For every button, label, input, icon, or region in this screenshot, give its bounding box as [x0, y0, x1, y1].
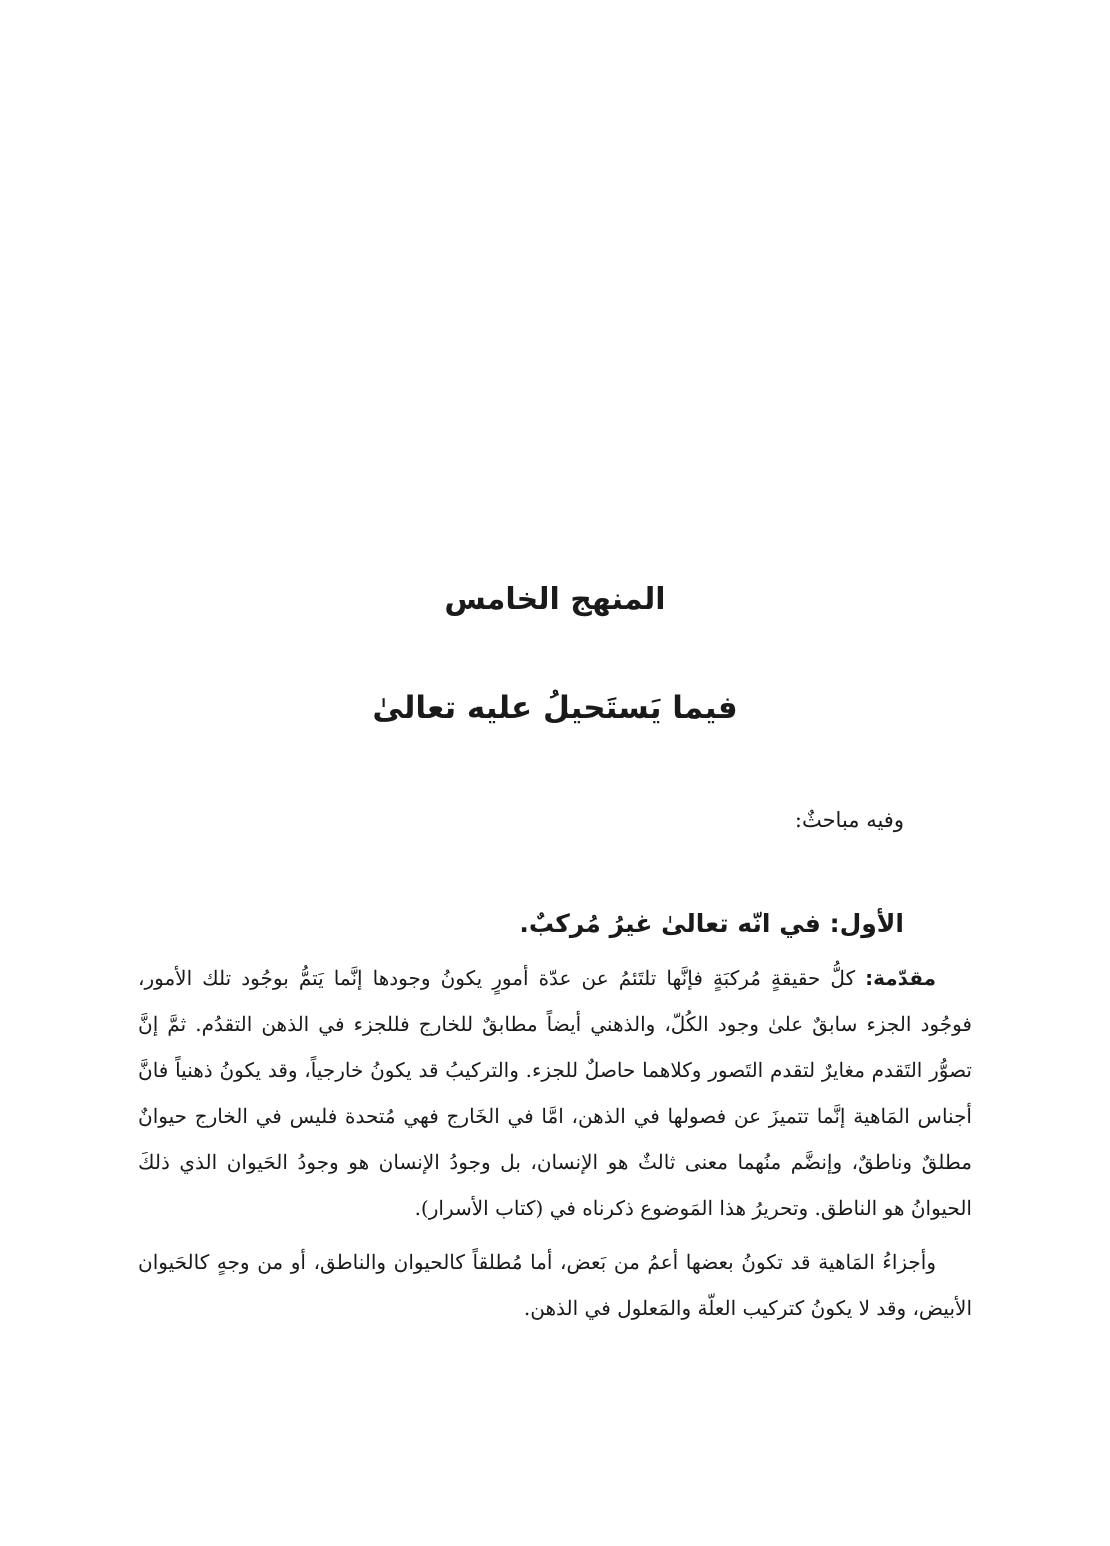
paragraph-spacer: [138, 1231, 972, 1239]
premise-text: كلُّ حقيقةٍ مُركبَةٍ فإنَّها تلتَئمُ عن عدّة أمورٍ يكونُ وجودها إنَّما يَتمُّ بوجُود تلك الأمور، فوجُود الجزء سابقٌ علىٰ وجود الكُلّ، والذهني أيضاً مطابقٌ للخارج فللجزء في الذهن التقدُم. ثمَّ إنَّ تصوُّر التَقدم مغايرٌ لتقدم التَصور وكلاهما حاصلٌ للجزء. والتركيبُ قد يكونُ خارجياً، وقد يكونُ ذهنياً فانَّ أجناس المَاهية إنَّما تتميزَ عن فصولها في الذهن، امَّا في الخَارج فهي مُتحدة فليس في الخارج حيوانٌ مطلقٌ وناطقٌ، وإنضَّم منُهما معنى ثالثٌ هو الإنسان، بل وجودُ الإنسان هو وجودُ الحَيوان الذي ذلكَ الحيوانُ هو الناطق. وتحريرُ هذا المَوضوع ذكرناه في (كتاب الأسرار).: [138, 966, 973, 1220]
section-heading: الأول: في انّه تعالىٰ غيرُ مُركبٌ.: [519, 909, 904, 938]
premise-label: مقدّمة:: [865, 966, 936, 990]
paragraph-premise: [138, 955, 972, 1231]
intro-line: وفيه مباحثٌ:: [794, 808, 904, 832]
chapter-title: المنهج الخامس: [444, 582, 666, 617]
paragraph-parts: وأجزاءُ المَاهية قد تكونُ بعضها أعمُ من بَعض، أما مُطلقاً كالحيوان والناطق، أو من وجهٍ كالحَيوان الأبيض، وقد لا يكونُ كتركيب العلّة والمَعلول في الذهن.: [138, 1250, 972, 1320]
chapter-subtitle: فيما يَستَحيلُ عليه تعالىٰ: [372, 690, 738, 726]
body-text: [138, 955, 972, 1331]
